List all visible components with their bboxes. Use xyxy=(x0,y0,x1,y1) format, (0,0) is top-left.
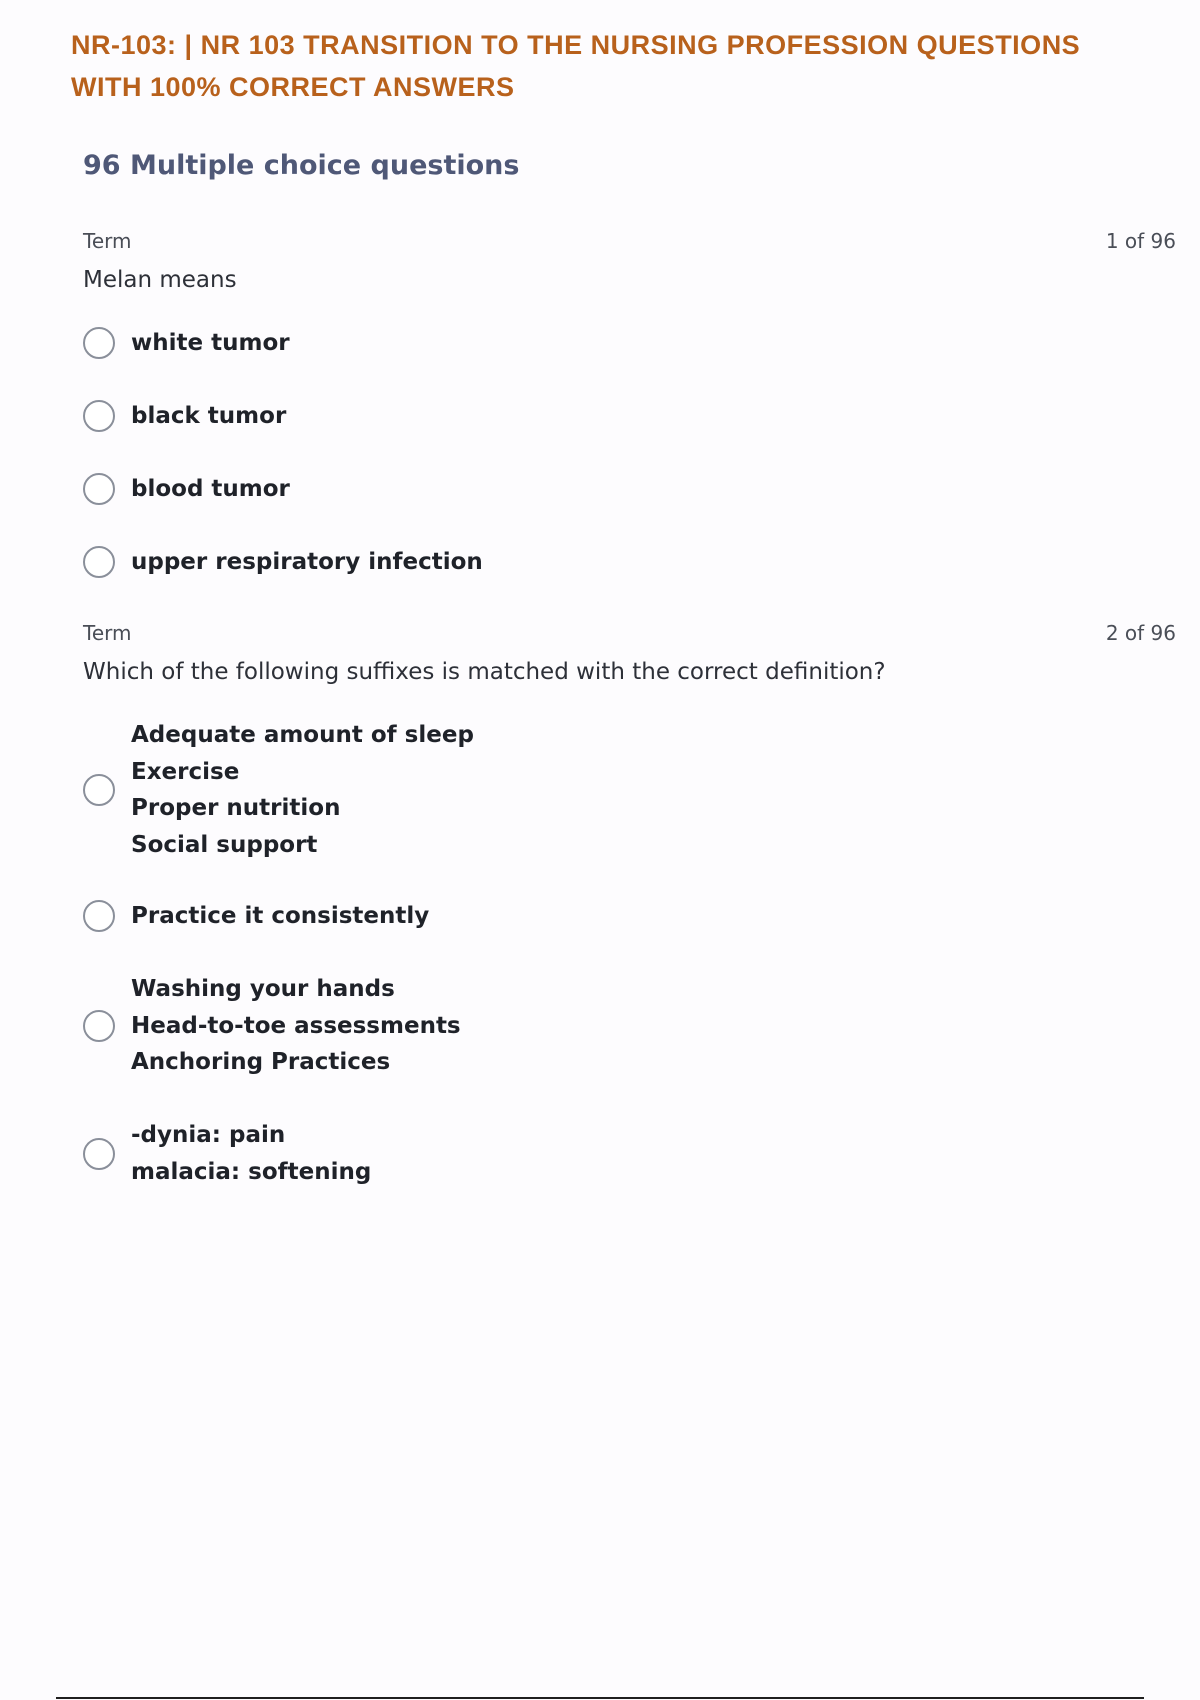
option-text: black tumor xyxy=(131,403,287,429)
option-text-line: Exercise xyxy=(131,758,240,785)
question-2-option-1[interactable] xyxy=(83,717,474,863)
option-text-line: Proper nutrition xyxy=(131,795,341,821)
option-text-line: Head-to-toe assessments xyxy=(131,1012,461,1039)
radio-button[interactable] xyxy=(83,400,115,432)
question-2-counter: 2 of 96 xyxy=(1105,621,1176,645)
document-title-line-1: NR-103: | NR 103 TRANSITION TO THE NURSING PROFESSION QUESTIONS xyxy=(71,30,1081,60)
radio-button[interactable] xyxy=(83,1138,115,1170)
question-2-prompt: Which of the following suffixes is matched with the correct definition? xyxy=(83,659,886,685)
option-text: Practice it consistently xyxy=(131,903,430,929)
radio-button[interactable] xyxy=(83,774,115,806)
question-1-option-3[interactable] xyxy=(83,471,290,508)
radio-button[interactable] xyxy=(83,546,115,578)
radio-button[interactable] xyxy=(83,473,115,505)
question-2-option-3[interactable] xyxy=(83,971,461,1081)
option-text: blood tumor xyxy=(131,476,290,502)
question-1-option-4[interactable] xyxy=(83,544,483,581)
document-title-line-2: WITH 100% CORRECT ANSWERS xyxy=(71,72,515,102)
question-1-option-1[interactable] xyxy=(83,325,290,362)
question-2-label: Term xyxy=(83,621,132,645)
question-2-option-4[interactable] xyxy=(83,1117,371,1190)
footer-rule xyxy=(56,1697,1144,1699)
section-heading: 96 Multiple choice questions xyxy=(83,150,520,181)
question-1-counter: 1 of 96 xyxy=(1105,229,1176,253)
question-1-option-2[interactable] xyxy=(83,398,286,435)
question-2-option-2[interactable] xyxy=(83,898,429,935)
question-1-prompt: Melan means xyxy=(83,267,237,293)
option-text-line: -dynia: pain xyxy=(131,1122,286,1148)
option-text-line: Social support xyxy=(131,831,318,858)
option-text: upper respiratory infection xyxy=(131,549,483,575)
option-text-line: Washing your hands xyxy=(131,976,395,1002)
option-text-line: Adequate amount of sleep xyxy=(131,722,474,748)
radio-button[interactable] xyxy=(83,327,115,359)
document-title xyxy=(71,24,1200,108)
option-text-line: malacia: softening xyxy=(131,1158,372,1185)
radio-button[interactable] xyxy=(83,1010,115,1042)
option-text-line: Anchoring Practices xyxy=(131,1049,391,1075)
option-text: white tumor xyxy=(131,330,290,356)
question-1-label: Term xyxy=(83,229,132,253)
radio-button[interactable] xyxy=(83,900,115,932)
